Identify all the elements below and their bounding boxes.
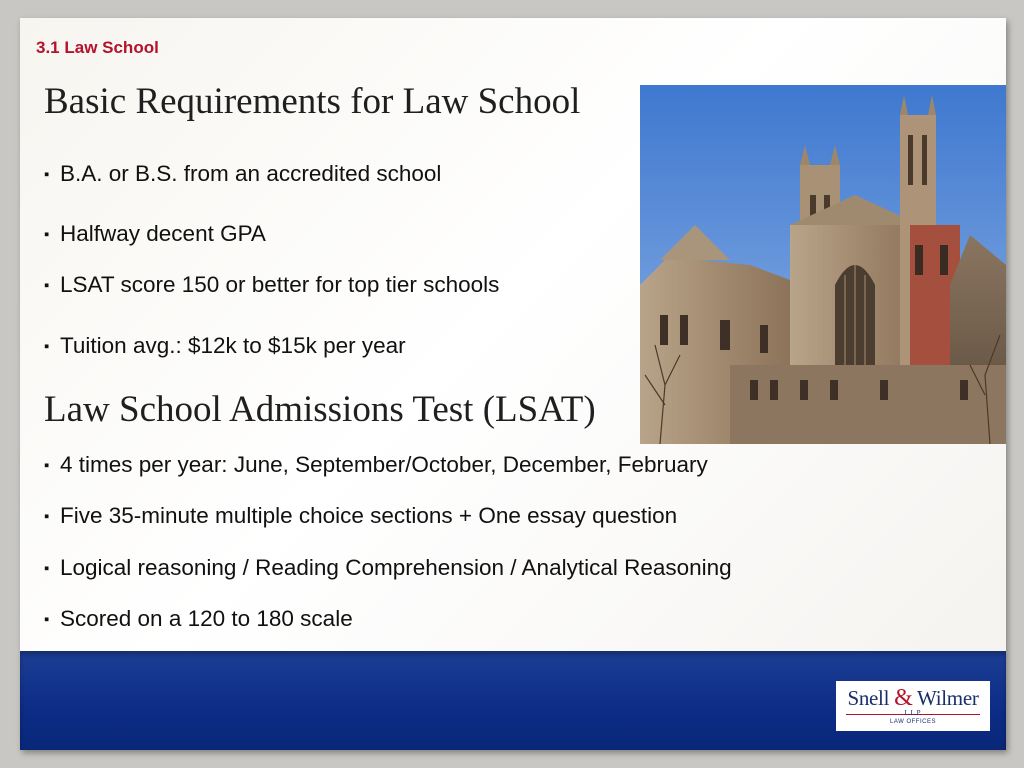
bullet-text: Logical reasoning / Reading Comprehension / Analytical Reasoning [60,555,732,580]
logo-offices: LAW OFFICES [890,719,936,725]
bullet-item [44,555,732,581]
logo-name-part1: Snell [847,686,890,710]
slide [20,18,1006,750]
logo-llp: L.L.P. [904,709,922,717]
logo-name-part2: Wilmer [917,686,979,710]
bullet-icon: ▪ [44,611,50,628]
bullet-item [44,333,406,359]
snell-wilmer-logo [836,681,990,731]
bullet-item [44,503,677,529]
bullet-text: Tuition avg.: $12k to $15k per year [60,333,406,358]
bullet-text: LSAT score 150 or better for top tier schools [60,272,500,297]
bullet-item [44,272,499,298]
bullet-icon: ▪ [44,508,50,525]
bullet-item [44,161,441,187]
bullet-item [44,452,708,478]
section-label: 3.1 Law School [36,38,159,57]
bullet-item [44,606,353,632]
heading-basic-requirements: Basic Requirements for Law School [44,81,581,122]
heading-lsat: Law School Admissions Test (LSAT) [44,389,596,430]
logo-ampersand: & [894,685,913,711]
bullet-item [44,221,266,247]
bullet-text: 4 times per year: June, September/October, December, February [60,452,708,477]
bullet-icon: ▪ [44,338,50,355]
bullet-icon: ▪ [44,560,50,577]
bullet-text: Five 35-minute multiple choice sections + One essay question [60,503,678,528]
law-school-building-photo [640,85,1006,444]
bullet-text: Scored on a 120 to 180 scale [60,606,353,631]
bullet-text: Halfway decent GPA [60,221,266,246]
bullet-icon: ▪ [44,457,50,474]
bullet-icon: ▪ [44,226,50,243]
logo-name [836,685,990,712]
bullet-icon: ▪ [44,166,50,183]
bullet-text: B.A. or B.S. from an accredited school [60,161,442,186]
bullet-icon: ▪ [44,277,50,294]
